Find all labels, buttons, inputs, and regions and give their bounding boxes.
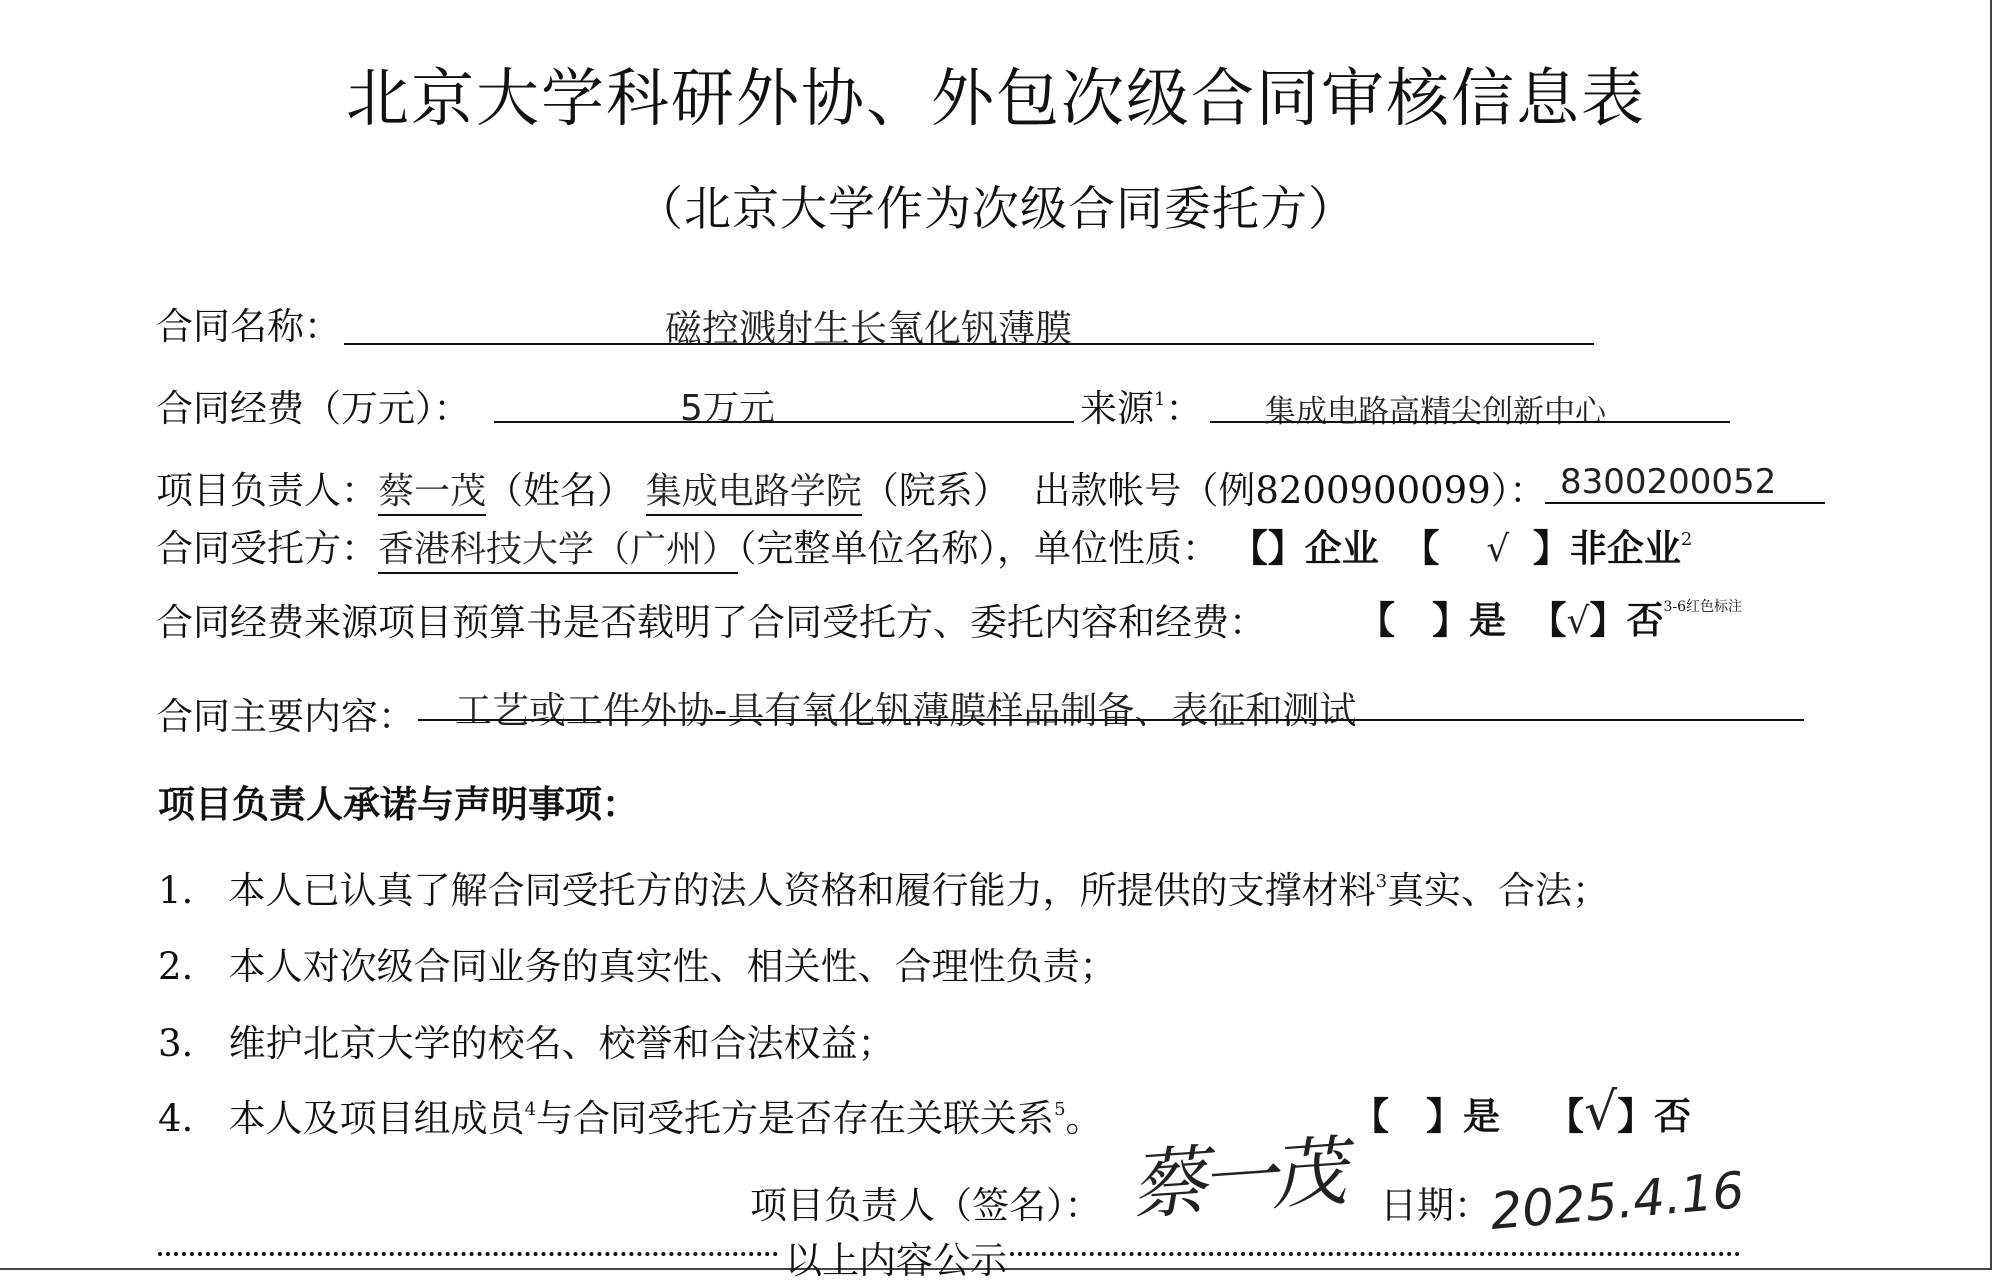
item-text: 维护北京大学的校名、校誉和合法权益； — [228, 1022, 895, 1065]
promise-item-1 — [158, 860, 1609, 914]
footer-text: 以上内容公示 — [785, 1239, 1007, 1282]
nonenterprise-check-mark[interactable]: √ — [1486, 529, 1510, 570]
budget-no-open-bracket: 【 — [1529, 598, 1567, 642]
leader-dept-suffix: （院系） — [861, 469, 1010, 512]
signature-handwriting: 蔡一茂 — [1127, 1126, 1344, 1231]
fee-source-footnote: 1 — [1154, 389, 1166, 410]
contract-name-label: 合同名称： — [156, 305, 341, 348]
item-number: 1. — [158, 869, 194, 912]
fee-source-text: 来源 — [1080, 387, 1154, 430]
footer-dots-right — [1010, 1252, 1740, 1256]
fee-source-value: 集成电路高精尖创新中心 — [1265, 394, 1606, 430]
item-number: 2. — [158, 945, 194, 988]
related-options — [1352, 1082, 1691, 1142]
related-no-check-mark[interactable]: √ — [1584, 1082, 1618, 1142]
content-value: 工艺或工件外协-具有氧化钒薄膜样品制备、表征和测试 — [455, 689, 1357, 732]
fee-value: 5万元 — [680, 388, 775, 429]
nonenterprise-open-bracket: 【 — [1402, 526, 1440, 570]
promise-item-2 — [158, 936, 1117, 990]
budget-yes-option[interactable]: 【 】是 — [1358, 598, 1506, 642]
promise-item-4 — [158, 1088, 1103, 1142]
item-text-tail: 。 — [1065, 1097, 1103, 1140]
leader-dept: 集成电路学院 — [646, 471, 862, 516]
date-value: 2025.4.16 — [1487, 1161, 1747, 1241]
item-footnote: 3 — [1375, 871, 1388, 892]
leader-name: 蔡一茂 — [378, 471, 486, 516]
related-yes-option[interactable]: 【 】是 — [1352, 1094, 1500, 1138]
account-label: 出款帐号（例8200900099）： — [1033, 469, 1547, 512]
date-label: 日期： — [1380, 1184, 1491, 1227]
contract-name-value: 磁控溅射生长氧化钒薄膜 — [665, 307, 1072, 350]
leader-name-suffix: （姓名） — [486, 469, 635, 512]
budget-no-option[interactable]: 】否 — [1589, 598, 1664, 642]
fee-label: 合同经费（万元）： — [156, 387, 471, 430]
promise-item-3 — [158, 1013, 895, 1067]
budget-footnote: 3-6红色标注 — [1663, 599, 1743, 615]
leader-row — [156, 460, 1546, 514]
account-underline — [1545, 502, 1825, 504]
footer-dots-left — [158, 1252, 778, 1256]
enterprise-option[interactable]: 【】企业 — [1230, 526, 1379, 570]
item-text: 本人已认真了解合同受托方的法人资格和履行能力，所提供的支撑材料 — [228, 869, 1376, 912]
promise-heading: 项目负责人承诺与声明事项： — [158, 782, 639, 826]
form-subtitle: （北京大学作为次级合同委托方） — [636, 182, 1356, 237]
fee-source-underline — [1210, 421, 1730, 423]
contract-name-underline — [344, 343, 1594, 345]
item-footnote: 4 — [524, 1099, 537, 1120]
item-number: 4. — [158, 1097, 194, 1140]
fee-source-label — [1080, 378, 1202, 432]
budget-no-check-mark[interactable]: √ — [1566, 601, 1590, 642]
form-title: 北京大学科研外协、外包次级合同审核信息表 — [346, 62, 1646, 135]
nonenterprise-option[interactable]: 】非企业 — [1532, 526, 1681, 570]
related-no-option[interactable]: 】否 — [1617, 1094, 1692, 1138]
budget-options — [1358, 590, 1742, 644]
signature-label: 项目负责人（签名）： — [750, 1184, 1102, 1227]
content-label: 合同主要内容： — [156, 695, 415, 738]
fee-source-colon: ： — [1165, 387, 1203, 430]
fee-underline — [494, 421, 1074, 423]
item-text-tail: 真实、合法； — [1387, 869, 1610, 912]
trustee-value: 香港科技大学（广州） — [378, 529, 738, 574]
related-no-open-bracket: 【 — [1547, 1094, 1585, 1138]
account-value: 8300200052 — [1560, 462, 1777, 502]
trustee-value-suffix: （完整单位名称），单位性质： — [738, 527, 1220, 570]
item-text-middle: 与合同受托方是否存在关联关系 — [536, 1097, 1055, 1140]
trustee-row — [156, 518, 1692, 572]
budget-question: 合同经费来源项目预算书是否载明了合同受托方、委托内容和经费： — [156, 601, 1266, 644]
trustee-footnote: 2 — [1680, 529, 1693, 550]
leader-label: 项目负责人： — [156, 469, 378, 512]
item-footnote-2: 5 — [1054, 1099, 1066, 1120]
item-text: 本人及项目组成员 — [228, 1097, 525, 1140]
content-underline — [418, 719, 1804, 721]
item-number: 3. — [158, 1022, 194, 1065]
item-text: 本人对次级合同业务的真实性、相关性、合理性负责； — [228, 945, 1117, 988]
trustee-label: 合同受托方： — [156, 527, 378, 570]
